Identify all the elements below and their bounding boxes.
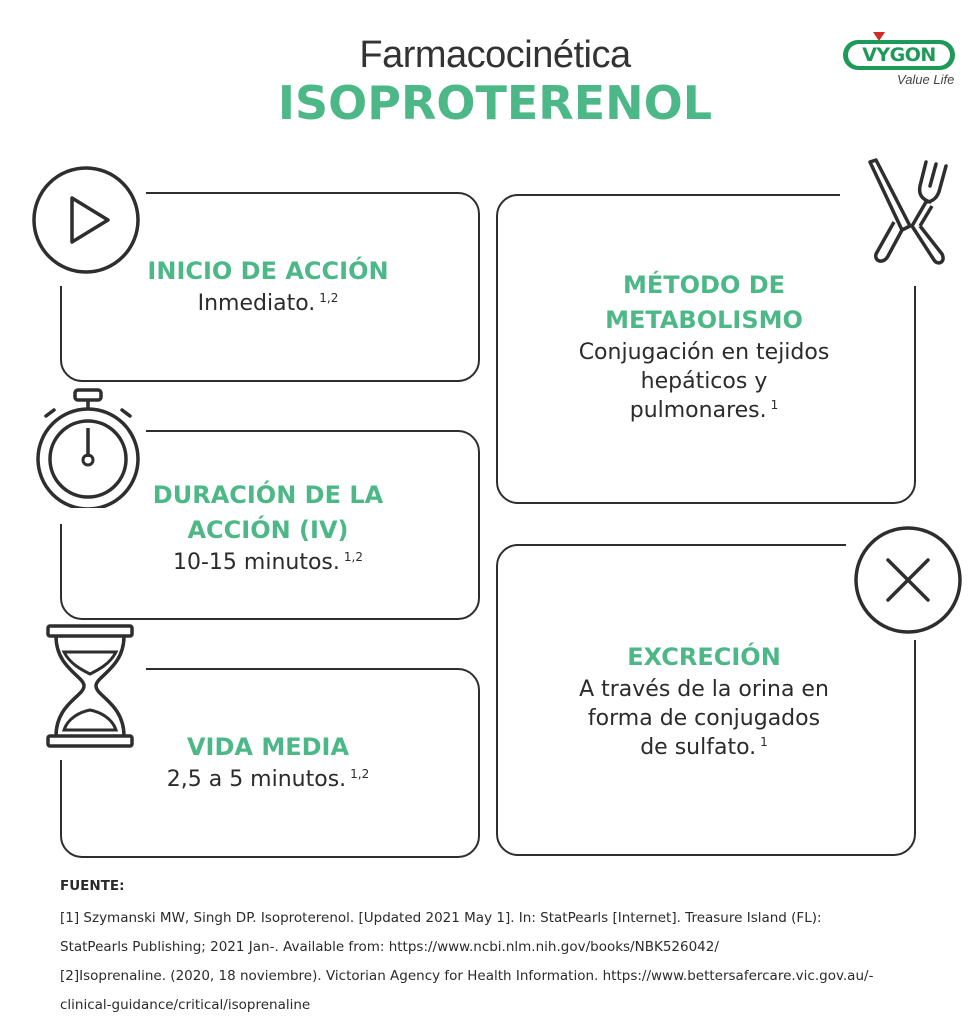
source-ref1-line1: [1] Szymanski MW, Singh DP. Isoproterenol. [Updated 2021 May 1]. In: StatPearls [Internet]. Treasure Island (FL):	[60, 910, 822, 926]
logo-badge	[843, 40, 955, 70]
card-excrecion-body-1: A través de la orina en	[579, 677, 829, 702]
logo-triangle-icon	[873, 32, 885, 41]
card-excrecion-value: de sulfato.	[640, 735, 757, 760]
source-ref2-line1: [2]Isoprenaline. (2020, 18 noviembre). Victorian Agency for Health Information. https://www.bettersafercare.vic.gov.au/-	[60, 968, 874, 984]
sources-label: FUENTE:	[60, 878, 125, 894]
card-metodo-body-3	[498, 396, 910, 425]
fork-knife-icon	[854, 156, 954, 274]
card-metodo-heading-1: MÉTODO DE	[622, 271, 786, 299]
card-inicio-body	[62, 289, 474, 318]
card-duracion-body	[62, 548, 474, 577]
card-vida-content	[62, 730, 474, 794]
card-metodo-content	[498, 268, 910, 425]
card-duracion-content	[62, 478, 474, 577]
card-vida-body	[62, 765, 474, 794]
card-duracion-heading-2: ACCIÓN (IV)	[187, 516, 349, 544]
card-vida-value: 2,5 a 5 minutos.	[166, 767, 347, 792]
card-duracion-value: 10-15 minutos.	[173, 550, 340, 575]
source-ref1-line2: StatPearls Publishing; 2021 Jan-. Available from: https://www.ncbi.nlm.nih.gov/books/NBK526042/	[60, 939, 719, 955]
card-excrecion-content	[498, 640, 910, 762]
card-vida-heading: VIDA MEDIA	[186, 733, 350, 761]
source-ref2-line2: clinical-guidance/critical/isoprenaline	[60, 997, 311, 1013]
close-circle-icon	[852, 524, 964, 636]
page-subtitle: Farmacocinética	[359, 34, 631, 76]
card-duracion-heading-1: DURACIÓN DE LA	[152, 481, 384, 509]
card-vida-ref: 1,2	[350, 766, 370, 781]
card-inicio-heading: INICIO DE ACCIÓN	[147, 257, 389, 285]
card-excrecion-heading: EXCRECIÓN	[627, 643, 781, 671]
logo-brand: VYGON	[862, 44, 936, 66]
card-inicio-content	[62, 254, 474, 318]
card-excrecion-body-3	[498, 733, 910, 762]
card-metodo-value: pulmonares.	[629, 398, 767, 423]
card-metodo-body-1: Conjugación en tejidos	[578, 340, 830, 365]
card-inicio-value: Inmediato.	[197, 291, 316, 316]
card-inicio-ref: 1,2	[319, 290, 339, 305]
vygon-logo	[843, 30, 963, 90]
card-excrecion-body-2: forma de conjugados	[587, 706, 821, 731]
card-metodo-body-2: hepáticos y	[640, 369, 768, 394]
card-metodo-ref: 1	[770, 397, 779, 412]
sources	[60, 878, 940, 1020]
logo-tagline: Value Life	[897, 72, 955, 87]
card-excrecion-ref: 1	[760, 734, 768, 749]
card-metodo-heading-2: METABOLISMO	[605, 306, 803, 334]
card-duracion-ref: 1,2	[343, 549, 363, 564]
page-title: ISOPROTERENOL	[277, 76, 713, 130]
